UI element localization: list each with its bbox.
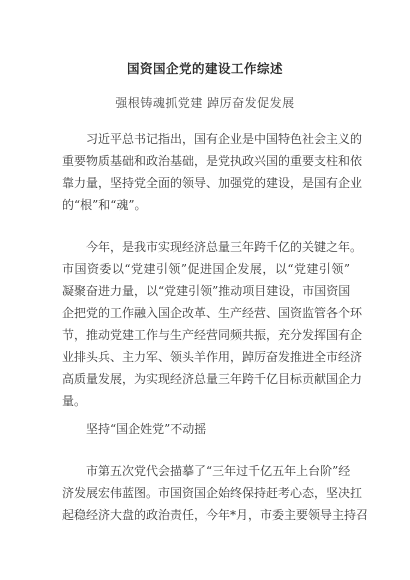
- paragraph-line: 节，推动党建工作与生产经营同频共振，充分发挥国有企: [62, 328, 363, 342]
- paragraph-3: [62, 460, 369, 526]
- paragraph-line: 企把党的工作融入国企改革、生产经营、国资监管各个环: [62, 306, 363, 320]
- paragraph-line: 高质量发展，为实现经济总量三年跨千亿目标贡献国企力: [62, 372, 363, 386]
- paragraph-line: 量。: [62, 394, 87, 408]
- document-subtitle: 强根铸魂抓党建 踔厉奋发促发展: [115, 96, 295, 110]
- paragraph-2: [62, 236, 363, 412]
- paragraph-line: 起稳经济大盘的政治责任，今年*月，市委主要领导主持召: [62, 508, 369, 522]
- paragraph-line: 重要物质基础和政治基础，是党执政兴国的重要支柱和依: [62, 154, 363, 168]
- paragraph-line: 习近平总书记指出，国有企业是中国特色社会主义的: [62, 132, 363, 146]
- paragraph-line: 市第五次党代会描摹了“三年过千亿五年上台阶”经: [62, 464, 351, 478]
- paragraph-line: 业排头兵、主力军、领头羊作用，踔厉奋发推进全市经济: [62, 350, 363, 364]
- paragraph-1: [62, 128, 363, 216]
- paragraph-line: 济发展宏伟蓝图。市国资国企始终保持赶考心态，坚决扛: [62, 486, 363, 500]
- paragraph-line: 的“根”和“魂”。: [62, 198, 147, 212]
- paragraph-line: 市国资委以“党建引领”促进国企发展，以“党建引领”: [62, 262, 350, 276]
- paragraph-line: 今年，是我市实现经济总量三年跨千亿的关键之年。: [62, 240, 363, 254]
- paragraph-line: 凝聚奋进力量，以“党建引领”推动项目建设，市国资国: [62, 284, 351, 298]
- section-heading: 坚持“国企姓党”不动摇: [86, 422, 207, 436]
- paragraph-line: 靠力量，坚持党全面的领导、加强党的建设，是国有企业: [62, 176, 363, 190]
- document-title: 国资国企党的建设工作综述: [126, 61, 283, 76]
